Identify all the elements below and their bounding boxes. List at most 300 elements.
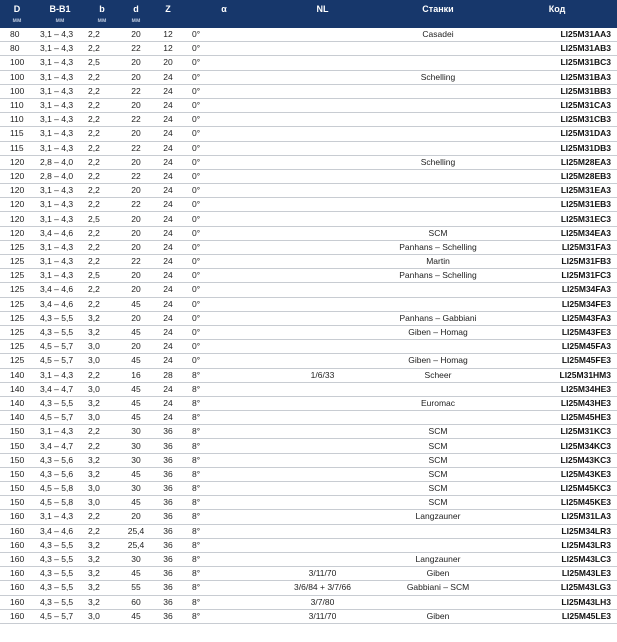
cell-bore: 45 bbox=[118, 411, 154, 425]
cell-b-b1: 4,5 – 5,7 bbox=[34, 411, 86, 425]
cell-bore: 30 bbox=[118, 482, 154, 496]
cell-nl: 3/11/70 bbox=[266, 609, 379, 623]
cell-b: 2,2 bbox=[86, 84, 118, 98]
table-row bbox=[0, 311, 617, 325]
cell-angle: 0° bbox=[182, 169, 266, 183]
cell-b: 3,2 bbox=[86, 453, 118, 467]
col-header-d: D bbox=[0, 0, 34, 14]
cell-b: 2,5 bbox=[86, 212, 118, 226]
cell-b-b1: 4,5 – 5,7 bbox=[34, 340, 86, 354]
cell-code: LI25M31EC3 bbox=[497, 212, 617, 226]
cell-diameter: 125 bbox=[0, 311, 34, 325]
cell-b: 3,2 bbox=[86, 538, 118, 552]
unit-b: мм bbox=[86, 14, 118, 28]
cell-b-b1: 3,1 – 4,3 bbox=[34, 269, 86, 283]
cell-diameter: 125 bbox=[0, 255, 34, 269]
table-body bbox=[0, 28, 617, 623]
cell-b-b1: 4,5 – 5,7 bbox=[34, 609, 86, 623]
cell-diameter: 150 bbox=[0, 453, 34, 467]
cell-machines bbox=[379, 113, 497, 127]
cell-nl bbox=[266, 28, 379, 42]
cell-machines bbox=[379, 184, 497, 198]
cell-nl bbox=[266, 84, 379, 98]
cell-machines bbox=[379, 411, 497, 425]
table-row bbox=[0, 354, 617, 368]
cell-bore: 20 bbox=[118, 56, 154, 70]
cell-bore: 22 bbox=[118, 42, 154, 56]
table-row bbox=[0, 113, 617, 127]
cell-diameter: 100 bbox=[0, 84, 34, 98]
cell-nl bbox=[266, 496, 379, 510]
cell-b: 2,2 bbox=[86, 28, 118, 42]
cell-angle: 0° bbox=[182, 56, 266, 70]
table-row bbox=[0, 98, 617, 112]
cell-machines bbox=[379, 212, 497, 226]
cell-code: LI25M31CB3 bbox=[497, 113, 617, 127]
cell-b: 2,2 bbox=[86, 240, 118, 254]
cell-b-b1: 3,4 – 4,6 bbox=[34, 226, 86, 240]
cell-diameter: 115 bbox=[0, 127, 34, 141]
col-header-b-b1: B-B1 bbox=[34, 0, 86, 14]
cell-b: 2,2 bbox=[86, 127, 118, 141]
cell-diameter: 80 bbox=[0, 28, 34, 42]
cell-diameter: 125 bbox=[0, 297, 34, 311]
cell-b: 2,2 bbox=[86, 368, 118, 382]
table-row bbox=[0, 255, 617, 269]
table-row bbox=[0, 567, 617, 581]
cell-machines: Giben – Homag bbox=[379, 354, 497, 368]
cell-diameter: 100 bbox=[0, 56, 34, 70]
cell-b-b1: 3,1 – 4,3 bbox=[34, 141, 86, 155]
cell-diameter: 120 bbox=[0, 226, 34, 240]
table-row bbox=[0, 56, 617, 70]
cell-teeth: 24 bbox=[154, 169, 182, 183]
table-row bbox=[0, 325, 617, 339]
table-row bbox=[0, 184, 617, 198]
cell-angle: 8° bbox=[182, 439, 266, 453]
cell-code: LI25M31CA3 bbox=[497, 98, 617, 112]
cell-teeth: 36 bbox=[154, 524, 182, 538]
cell-nl bbox=[266, 56, 379, 70]
cell-bore: 20 bbox=[118, 226, 154, 240]
cell-teeth: 36 bbox=[154, 567, 182, 581]
cell-code: LI25M34HE3 bbox=[497, 382, 617, 396]
cell-teeth: 24 bbox=[154, 184, 182, 198]
cell-b: 2,2 bbox=[86, 113, 118, 127]
cell-b-b1: 4,3 – 5,5 bbox=[34, 581, 86, 595]
cell-diameter: 125 bbox=[0, 340, 34, 354]
cell-code: LI25M31FA3 bbox=[497, 240, 617, 254]
cell-nl bbox=[266, 510, 379, 524]
cell-nl bbox=[266, 396, 379, 410]
cell-bore: 45 bbox=[118, 467, 154, 481]
cell-machines: Giben – Homag bbox=[379, 325, 497, 339]
cell-b-b1: 3,1 – 4,3 bbox=[34, 42, 86, 56]
cell-machines: Panhans – Schelling bbox=[379, 269, 497, 283]
cell-nl bbox=[266, 226, 379, 240]
cell-b-b1: 3,1 – 4,3 bbox=[34, 113, 86, 127]
cell-diameter: 120 bbox=[0, 184, 34, 198]
cell-teeth: 24 bbox=[154, 311, 182, 325]
cell-code: LI25M43FE3 bbox=[497, 325, 617, 339]
cell-bore: 22 bbox=[118, 255, 154, 269]
cell-teeth: 36 bbox=[154, 467, 182, 481]
cell-machines bbox=[379, 98, 497, 112]
table-row bbox=[0, 70, 617, 84]
cell-machines: SCM bbox=[379, 439, 497, 453]
cell-b-b1: 4,3 – 5,5 bbox=[34, 567, 86, 581]
table-row bbox=[0, 482, 617, 496]
cell-diameter: 140 bbox=[0, 382, 34, 396]
cell-teeth: 24 bbox=[154, 84, 182, 98]
table-row bbox=[0, 169, 617, 183]
table-row bbox=[0, 283, 617, 297]
cell-b: 3,2 bbox=[86, 581, 118, 595]
cell-teeth: 24 bbox=[154, 255, 182, 269]
cell-code: LI25M43LR3 bbox=[497, 538, 617, 552]
col-header-nl: NL bbox=[266, 0, 379, 14]
cell-b: 3,2 bbox=[86, 552, 118, 566]
cell-b: 2,2 bbox=[86, 169, 118, 183]
cell-b-b1: 3,1 – 4,3 bbox=[34, 510, 86, 524]
cell-b-b1: 4,3 – 5,5 bbox=[34, 325, 86, 339]
cell-nl bbox=[266, 425, 379, 439]
cell-teeth: 36 bbox=[154, 510, 182, 524]
cell-diameter: 125 bbox=[0, 354, 34, 368]
cell-diameter: 125 bbox=[0, 325, 34, 339]
cell-angle: 8° bbox=[182, 609, 266, 623]
cell-bore: 45 bbox=[118, 396, 154, 410]
cell-diameter: 100 bbox=[0, 70, 34, 84]
cell-b-b1: 4,5 – 5,8 bbox=[34, 482, 86, 496]
cell-nl bbox=[266, 240, 379, 254]
col-header-bore: d bbox=[118, 0, 154, 14]
cell-b-b1: 3,1 – 4,3 bbox=[34, 212, 86, 226]
cell-nl bbox=[266, 269, 379, 283]
cell-bore: 20 bbox=[118, 98, 154, 112]
cell-machines: Gabbiani – SCM bbox=[379, 581, 497, 595]
cell-teeth: 24 bbox=[154, 297, 182, 311]
cell-b-b1: 3,1 – 4,3 bbox=[34, 240, 86, 254]
cell-angle: 8° bbox=[182, 552, 266, 566]
cell-nl bbox=[266, 552, 379, 566]
cell-angle: 8° bbox=[182, 510, 266, 524]
cell-code: LI25M34KC3 bbox=[497, 439, 617, 453]
cell-b-b1: 4,3 – 5,5 bbox=[34, 552, 86, 566]
cell-b: 3,0 bbox=[86, 411, 118, 425]
cell-teeth: 24 bbox=[154, 226, 182, 240]
cell-b-b1: 3,1 – 4,3 bbox=[34, 98, 86, 112]
cell-teeth: 24 bbox=[154, 113, 182, 127]
cell-b: 2,2 bbox=[86, 439, 118, 453]
cell-diameter: 110 bbox=[0, 113, 34, 127]
cell-bore: 20 bbox=[118, 184, 154, 198]
cell-nl bbox=[266, 411, 379, 425]
cell-angle: 8° bbox=[182, 425, 266, 439]
cell-machines: Giben bbox=[379, 567, 497, 581]
cell-bore: 22 bbox=[118, 198, 154, 212]
cell-angle: 0° bbox=[182, 340, 266, 354]
col-header-z: Z bbox=[154, 0, 182, 14]
cell-code: LI25M31EB3 bbox=[497, 198, 617, 212]
cell-machines bbox=[379, 169, 497, 183]
cell-b-b1: 3,1 – 4,3 bbox=[34, 84, 86, 98]
cell-teeth: 24 bbox=[154, 411, 182, 425]
cell-angle: 0° bbox=[182, 84, 266, 98]
table-row bbox=[0, 581, 617, 595]
cell-teeth: 36 bbox=[154, 425, 182, 439]
cell-diameter: 150 bbox=[0, 482, 34, 496]
cell-bore: 30 bbox=[118, 425, 154, 439]
cell-teeth: 36 bbox=[154, 439, 182, 453]
table-row bbox=[0, 127, 617, 141]
cell-code: LI25M43HE3 bbox=[497, 396, 617, 410]
cell-b: 3,0 bbox=[86, 354, 118, 368]
cell-b: 2,2 bbox=[86, 425, 118, 439]
cell-b-b1: 3,1 – 4,3 bbox=[34, 198, 86, 212]
cell-diameter: 160 bbox=[0, 609, 34, 623]
cell-machines bbox=[379, 141, 497, 155]
cell-teeth: 36 bbox=[154, 453, 182, 467]
cell-teeth: 24 bbox=[154, 325, 182, 339]
cell-machines bbox=[379, 198, 497, 212]
cell-nl bbox=[266, 439, 379, 453]
table-row bbox=[0, 28, 617, 42]
unit-d: мм bbox=[0, 14, 34, 28]
cell-machines bbox=[379, 127, 497, 141]
cell-b-b1: 4,3 – 5,5 bbox=[34, 595, 86, 609]
cell-b: 2,2 bbox=[86, 283, 118, 297]
cell-teeth: 24 bbox=[154, 98, 182, 112]
cell-code: LI25M45FE3 bbox=[497, 354, 617, 368]
cell-machines: Schelling bbox=[379, 155, 497, 169]
cell-diameter: 160 bbox=[0, 552, 34, 566]
cell-b: 3,0 bbox=[86, 609, 118, 623]
table-row bbox=[0, 198, 617, 212]
cell-b: 2,2 bbox=[86, 141, 118, 155]
cell-code: LI25M45KE3 bbox=[497, 496, 617, 510]
cell-angle: 0° bbox=[182, 269, 266, 283]
cell-b: 2,2 bbox=[86, 198, 118, 212]
cell-b-b1: 3,1 – 4,3 bbox=[34, 56, 86, 70]
cell-teeth: 12 bbox=[154, 28, 182, 42]
cell-b: 2,2 bbox=[86, 155, 118, 169]
cell-b: 2,2 bbox=[86, 98, 118, 112]
col-header-code: Код bbox=[497, 0, 617, 14]
unit-machines bbox=[379, 14, 497, 28]
cell-bore: 25,4 bbox=[118, 524, 154, 538]
cell-machines: Schelling bbox=[379, 70, 497, 84]
cell-diameter: 150 bbox=[0, 425, 34, 439]
cell-machines: Euromac bbox=[379, 396, 497, 410]
cell-teeth: 24 bbox=[154, 283, 182, 297]
cell-b-b1: 4,3 – 5,5 bbox=[34, 538, 86, 552]
cell-b: 3,2 bbox=[86, 595, 118, 609]
cell-bore: 20 bbox=[118, 340, 154, 354]
table-row bbox=[0, 538, 617, 552]
table-row bbox=[0, 297, 617, 311]
table-row bbox=[0, 425, 617, 439]
cell-nl: 3/6/84 + 3/7/66 bbox=[266, 581, 379, 595]
cell-bore: 25,4 bbox=[118, 538, 154, 552]
cell-nl bbox=[266, 42, 379, 56]
cell-machines bbox=[379, 84, 497, 98]
cell-nl bbox=[266, 311, 379, 325]
table-row bbox=[0, 595, 617, 609]
cell-angle: 0° bbox=[182, 141, 266, 155]
unit-code bbox=[497, 14, 617, 28]
cell-diameter: 140 bbox=[0, 411, 34, 425]
cell-b: 2,2 bbox=[86, 70, 118, 84]
cell-nl bbox=[266, 198, 379, 212]
cell-teeth: 24 bbox=[154, 155, 182, 169]
cell-bore: 60 bbox=[118, 595, 154, 609]
cell-code: LI25M31HM3 bbox=[497, 368, 617, 382]
cell-teeth: 24 bbox=[154, 141, 182, 155]
cell-teeth: 24 bbox=[154, 127, 182, 141]
cell-bore: 45 bbox=[118, 297, 154, 311]
cell-teeth: 36 bbox=[154, 609, 182, 623]
cell-nl bbox=[266, 354, 379, 368]
table-row bbox=[0, 212, 617, 226]
cell-diameter: 160 bbox=[0, 581, 34, 595]
cell-angle: 8° bbox=[182, 411, 266, 425]
cell-nl bbox=[266, 127, 379, 141]
cell-diameter: 160 bbox=[0, 510, 34, 524]
cell-b-b1: 3,4 – 4,6 bbox=[34, 297, 86, 311]
cell-bore: 20 bbox=[118, 28, 154, 42]
cell-b-b1: 3,4 – 4,6 bbox=[34, 524, 86, 538]
cell-angle: 0° bbox=[182, 127, 266, 141]
cell-b-b1: 3,1 – 4,3 bbox=[34, 184, 86, 198]
col-header-machines: Станки bbox=[379, 0, 497, 14]
cell-b-b1: 4,5 – 5,7 bbox=[34, 354, 86, 368]
cell-nl bbox=[266, 340, 379, 354]
cell-bore: 30 bbox=[118, 453, 154, 467]
unit-b-b1: мм bbox=[34, 14, 86, 28]
cell-angle: 0° bbox=[182, 70, 266, 84]
cell-diameter: 125 bbox=[0, 240, 34, 254]
cell-angle: 8° bbox=[182, 595, 266, 609]
cell-code: LI25M31FB3 bbox=[497, 255, 617, 269]
table-row bbox=[0, 552, 617, 566]
cell-code: LI25M45LE3 bbox=[497, 609, 617, 623]
table-row bbox=[0, 340, 617, 354]
cell-teeth: 24 bbox=[154, 340, 182, 354]
cell-nl bbox=[266, 297, 379, 311]
cell-b-b1: 4,3 – 5,5 bbox=[34, 396, 86, 410]
cell-b: 3,2 bbox=[86, 567, 118, 581]
cell-teeth: 20 bbox=[154, 56, 182, 70]
cell-diameter: 160 bbox=[0, 595, 34, 609]
col-header-alpha: α bbox=[182, 0, 266, 14]
cell-diameter: 160 bbox=[0, 567, 34, 581]
cell-angle: 8° bbox=[182, 382, 266, 396]
cell-teeth: 24 bbox=[154, 70, 182, 84]
cell-b: 3,2 bbox=[86, 396, 118, 410]
cell-machines bbox=[379, 382, 497, 396]
cell-machines bbox=[379, 524, 497, 538]
cell-angle: 0° bbox=[182, 255, 266, 269]
cell-angle: 0° bbox=[182, 325, 266, 339]
cell-machines bbox=[379, 42, 497, 56]
cell-diameter: 150 bbox=[0, 467, 34, 481]
cell-nl bbox=[266, 212, 379, 226]
table-row bbox=[0, 269, 617, 283]
table-row bbox=[0, 226, 617, 240]
cell-angle: 0° bbox=[182, 212, 266, 226]
cell-b: 3,2 bbox=[86, 467, 118, 481]
cell-b: 3,2 bbox=[86, 325, 118, 339]
table-row bbox=[0, 155, 617, 169]
cell-nl bbox=[266, 141, 379, 155]
cell-angle: 8° bbox=[182, 496, 266, 510]
cell-diameter: 125 bbox=[0, 269, 34, 283]
cell-angle: 0° bbox=[182, 226, 266, 240]
cell-machines: Panhans – Gabbiani bbox=[379, 311, 497, 325]
cell-bore: 22 bbox=[118, 169, 154, 183]
cell-code: LI25M34EA3 bbox=[497, 226, 617, 240]
table-row bbox=[0, 396, 617, 410]
header-row bbox=[0, 0, 617, 14]
table-row bbox=[0, 368, 617, 382]
cell-angle: 0° bbox=[182, 28, 266, 42]
cell-code: LI25M31FC3 bbox=[497, 269, 617, 283]
cell-bore: 45 bbox=[118, 354, 154, 368]
cell-teeth: 36 bbox=[154, 552, 182, 566]
cell-diameter: 125 bbox=[0, 283, 34, 297]
cell-code: LI25M34FE3 bbox=[497, 297, 617, 311]
cell-code: LI25M45KC3 bbox=[497, 482, 617, 496]
cell-b: 2,2 bbox=[86, 255, 118, 269]
cell-angle: 0° bbox=[182, 311, 266, 325]
cell-bore: 45 bbox=[118, 496, 154, 510]
table-row bbox=[0, 411, 617, 425]
cell-machines: Langzauner bbox=[379, 552, 497, 566]
cell-b: 2,2 bbox=[86, 226, 118, 240]
cell-angle: 0° bbox=[182, 98, 266, 112]
cell-angle: 8° bbox=[182, 538, 266, 552]
cell-diameter: 150 bbox=[0, 439, 34, 453]
cell-bore: 16 bbox=[118, 368, 154, 382]
cell-angle: 8° bbox=[182, 567, 266, 581]
cell-machines: Martin bbox=[379, 255, 497, 269]
cell-teeth: 28 bbox=[154, 368, 182, 382]
cell-diameter: 150 bbox=[0, 496, 34, 510]
cell-b: 2,2 bbox=[86, 510, 118, 524]
cell-bore: 45 bbox=[118, 382, 154, 396]
cell-bore: 20 bbox=[118, 155, 154, 169]
cell-nl bbox=[266, 482, 379, 496]
table-row bbox=[0, 467, 617, 481]
cell-diameter: 120 bbox=[0, 198, 34, 212]
cell-b: 2,2 bbox=[86, 184, 118, 198]
cell-angle: 0° bbox=[182, 297, 266, 311]
unit-bore: мм bbox=[118, 14, 154, 28]
unit-nl bbox=[266, 14, 379, 28]
cell-nl bbox=[266, 255, 379, 269]
cell-angle: 0° bbox=[182, 113, 266, 127]
cell-code: LI25M43LG3 bbox=[497, 581, 617, 595]
cell-machines bbox=[379, 340, 497, 354]
cell-bore: 20 bbox=[118, 212, 154, 226]
cell-machines: Panhans – Schelling bbox=[379, 240, 497, 254]
cell-nl bbox=[266, 453, 379, 467]
cell-nl: 3/7/80 bbox=[266, 595, 379, 609]
cell-b-b1: 3,4 – 4,7 bbox=[34, 439, 86, 453]
cell-code: LI25M43LE3 bbox=[497, 567, 617, 581]
cell-bore: 20 bbox=[118, 311, 154, 325]
